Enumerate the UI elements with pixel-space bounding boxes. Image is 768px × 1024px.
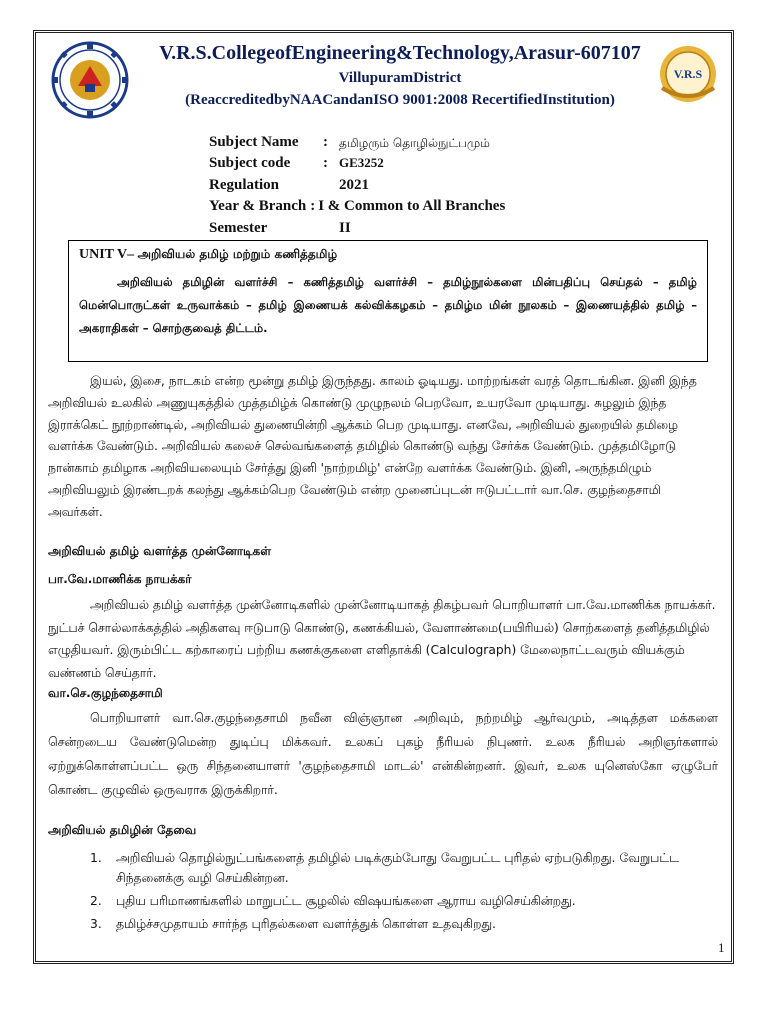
meta-label: Semester	[209, 219, 268, 236]
semester-value: II	[339, 219, 351, 236]
college-name: V.R.S.CollegeofEngineering&Technology,Arasur-607107	[159, 42, 641, 64]
unit-title	[79, 247, 697, 263]
meta-label: Year & Branch	[209, 198, 307, 215]
meta-separator	[323, 177, 339, 198]
subject-code-value: GE3252	[339, 155, 384, 171]
list-item	[90, 914, 720, 934]
subject-info	[209, 134, 649, 241]
list-item	[90, 848, 720, 888]
list-text: அறிவியல் தொழில்நுட்பங்களைத் தமிழில் படிக்கும்போது வேறுபட்ட புரிதல் ஏற்படுகிறது. வேறுபட்ட சிந்தனைக்கு வழி செய்கின்றன.	[116, 851, 679, 885]
anniversary-badge-logo	[656, 44, 720, 106]
list-number: 2.	[90, 894, 102, 908]
subject-code-row	[209, 155, 649, 176]
accreditation-line: (ReaccreditedbyNAACandanISO 9001:2008 RecertifiedInstitution)	[185, 92, 615, 108]
college-emblem-logo	[47, 40, 133, 120]
semester-row	[209, 220, 649, 241]
subject-name-value: தமிழரும் தொழில்நுட்பமும்	[339, 136, 490, 150]
person-heading-manikka-naicker: பா.வே.மாணிக்க நாயக்கர்	[48, 572, 192, 586]
list-text: புதிய பரிமாணங்களில் மாறுபட்ட சூழலில் விஷயங்களை ஆராய வழிசெய்கின்றது.	[116, 894, 576, 908]
person-paragraph-kuzhandaisamy: பொறியாளர் வா.செ.குழந்தைசாமி நவீன விஞ்ஞான அறிவும், நற்றமிழ் ஆர்வமும், அடித்தள மக்களை சென்றடைய வேண்டுமென்ற துடிப்பு மிக்கவர். உலகப் புகழ் நீரியல் நிபுணர். உலக நீரியல் அறிஞர்களால் ஏற்றுக்கொள்ளப்பட்ட ஒரு சிந்தனையாளர் 'குழந்தைசாமி மாடல்' என்கின்றனர். இவர், உலக யுனெஸ்கோ ஏழுபேர் கொண்ட குழுவில் ஒருவராக இருக்கிறார்.	[48, 711, 718, 797]
person-heading-kuzhandaisamy: வா.செ.குழந்தைசாமி	[48, 686, 163, 700]
meta-separator: :	[310, 198, 316, 215]
badge-text: V.R.S	[673, 67, 703, 81]
meta-label: Subject code	[209, 155, 291, 172]
meta-label: Subject Name	[209, 134, 299, 150]
unit-topics: அறிவியல் தமிழின் வளர்ச்சி – கணித்தமிழ் வளர்ச்சி – தமிழ்நூல்களை மின்பதிப்பு செய்தல் – தமிழ் மென்பொருட்கள் உருவாக்கம் – தமிழ் இணையக் கல்விக்கழகம் – தமிழ்ம மின் நூலகம் – இணையத்தில் தமிழ் – அகராதிகள் – சொற்குவைத் திட்டம்.	[79, 275, 697, 335]
list-number: 1.	[90, 851, 102, 865]
unit-syllabus-box	[68, 240, 708, 362]
district-name: VillupuramDistrict	[338, 70, 462, 86]
unit-title-tamil: அறிவியல் தமிழ் மற்றும் கணித்தமிழ்	[137, 247, 338, 261]
section-heading-need: அறிவியல் தமிழின் தேவை	[48, 823, 197, 837]
needs-list	[90, 848, 720, 937]
list-number: 3.	[90, 917, 102, 931]
meta-separator	[323, 220, 339, 241]
subject-name-row	[209, 134, 649, 155]
list-text: தமிழ்ச்சமுதாயம் சார்ந்த புரிதல்களை வளர்த்துக் கொள்ள உதவுகிறது.	[116, 917, 496, 931]
meta-label: Regulation	[209, 176, 280, 193]
regulation-value: 2021	[339, 176, 369, 193]
unit-title-prefix: UNIT V–	[79, 247, 135, 262]
meta-separator: :	[323, 134, 328, 150]
regulation-row	[209, 177, 649, 198]
meta-separator: :	[323, 155, 328, 172]
intro-paragraph: இயல், இசை, நாடகம் என்ற மூன்று தமிழ் இருந்தது. காலம் ஓடியது. மாற்றங்கள் வரத் தொடங்கின. இனி இந்த அறிவியல் உலகில் அணுயுகத்தில் முத்தமிழ்க் கொண்டு முழுநலம் பெறவோ, உயரவோ முடியாது. சுழலும் இந்த இராக்கெட் நூற்றாண்டில், அறிவியல் துணையின்றி ஆக்கம் பெற முடியாது. எனவே, அறிவியல் துறையில் தமிழை வளர்க்க வேண்டும். அறிவியல் கலைச் செல்வங்களைத் தமிழில் கொண்டு வந்து சேர்க்க வேண்டும். முத்தமிழோடு நான்காம் தமிழாக அறிவியலையும் சேர்த்து இனி 'நாற்றமிழ்' என்றே வளர்க்க வேண்டும். இனி, அருந்தமிழும் அறிவியலும் இரண்டறக் கலந்து ஆக்கம்பெற வேண்டும் என்ற முனைப்புடன் ஈடுபட்டார் வா.செ. குழந்தைசாமி அவர்கள்.	[48, 374, 697, 519]
year-branch-row	[209, 198, 649, 219]
page-number: 1	[718, 940, 725, 955]
person-paragraph-manikka-naicker: அறிவியல் தமிழ் வளர்த்த முன்னோடிகளில் முன்னோடியாகத் திகழ்பவர் பொறியாளர் பா.வே.மாணிக்க நாயக்கர். நுட்பச் சொல்லாக்கத்தில் அதிகளவு ஈடுபாடு கொண்டு, கணக்கியல், வேளாண்மை(பயிரியல்) சொற்களைத் தனித்தமிழில் எழுதியவர். இரும்பிட்ட கற்காரைப் பற்றிய கணக்குகளை எளிதாக்கி (Calculograph) மேலைநாட்டவரும் வியக்கும் வண்ணம் செய்தார்.	[48, 598, 716, 680]
year-branch-value: I & Common to All Branches	[318, 198, 506, 215]
list-item	[90, 891, 720, 911]
section-heading-pioneers: அறிவியல் தமிழ் வளர்த்த முன்னோடிகள்	[48, 544, 272, 558]
